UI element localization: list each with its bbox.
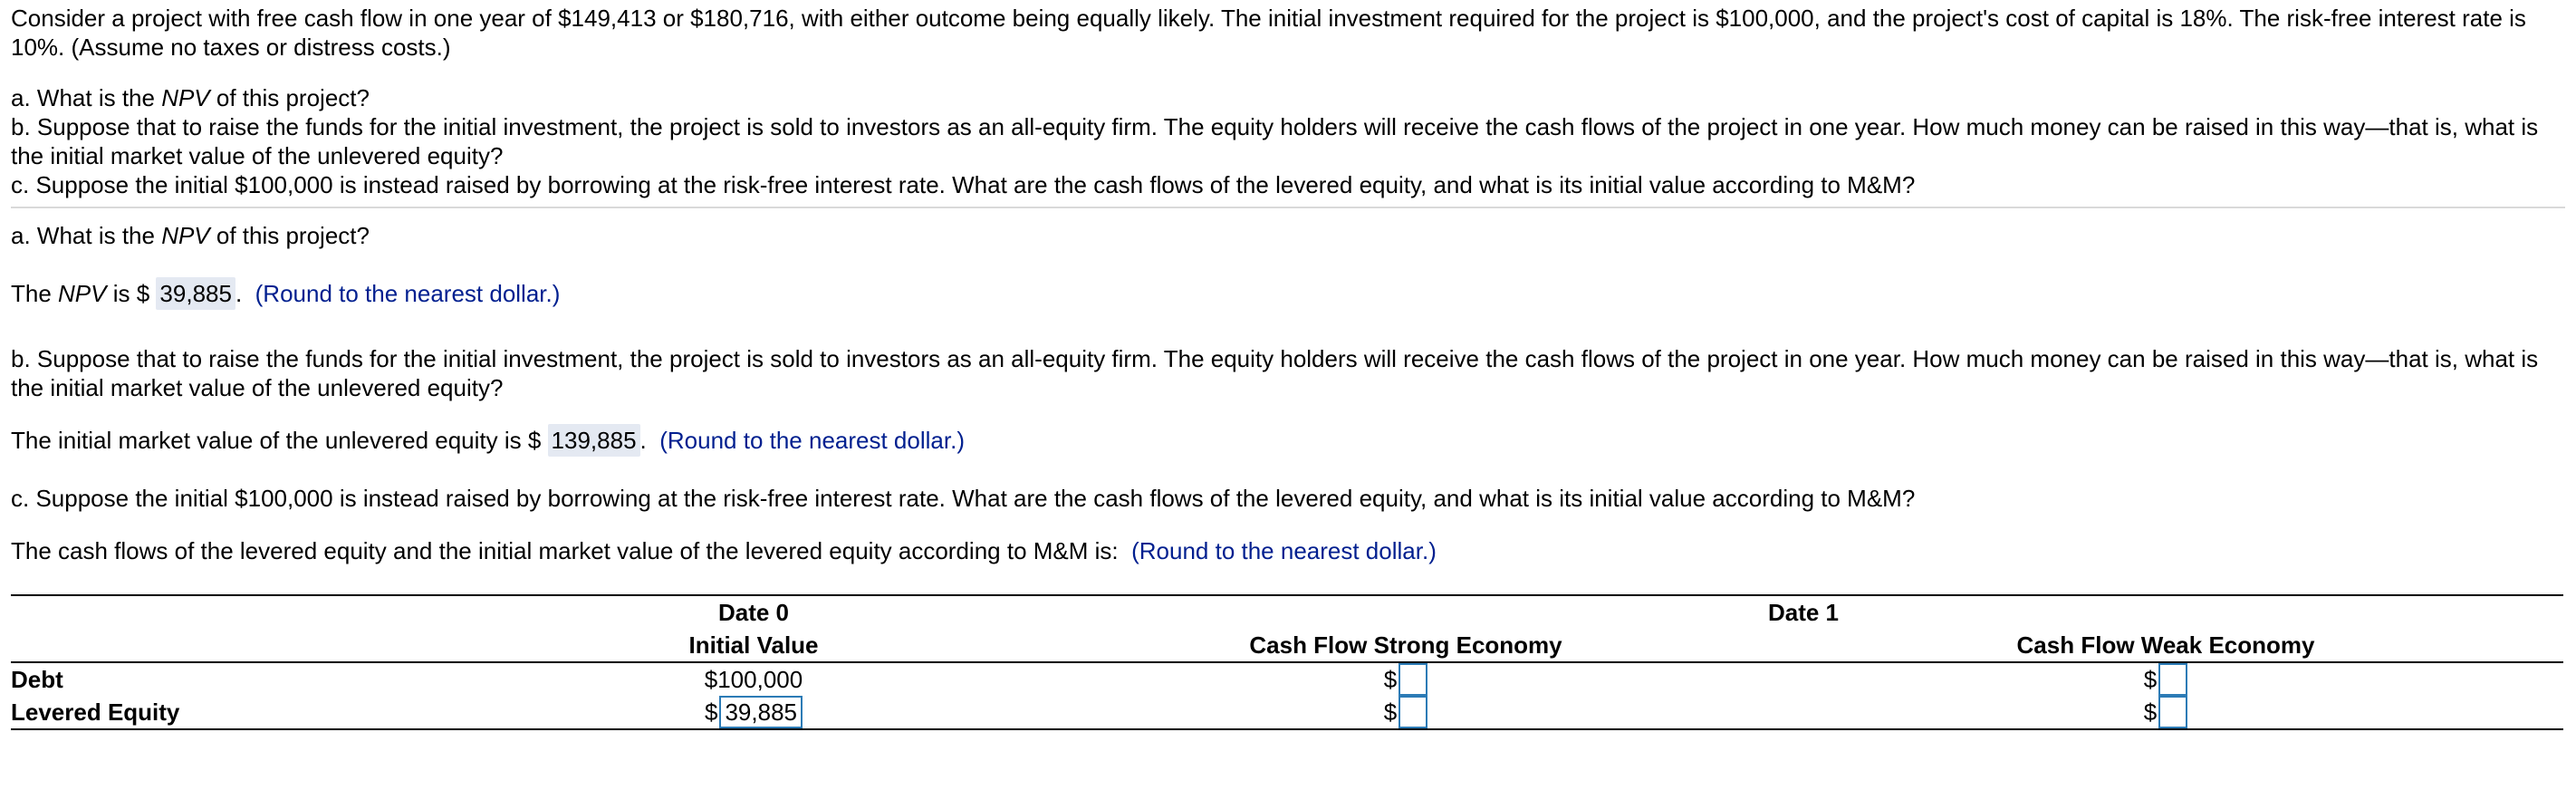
table-row-debt [11, 662, 2563, 696]
problem-line-2: 10%. (Assume no taxes or distress costs.) [11, 34, 451, 61]
currency-symbol: $ [705, 698, 718, 726]
currency-symbol: $ [1383, 698, 1398, 726]
question-list [11, 83, 2565, 199]
table-header-row-2 [11, 629, 2563, 662]
question-c: c. Suppose the initial $100,000 is instead raised by borrowing at the risk-free interest rate. What are the cash flows of the levered equity, and what is its initial value according to M&M? [11, 171, 1916, 198]
rounding-hint: (Round to the nearest dollar.) [255, 280, 561, 307]
part-b-answer: The initial market value of the unlevered equity is $ 139,885 . (Round to the nearest dollar.) [11, 426, 2565, 455]
header-weak-economy: Cash Flow Weak Economy [1768, 629, 2563, 662]
currency-symbol: $ [2143, 698, 2158, 726]
debt-strong-input[interactable] [1399, 663, 1427, 696]
part-c-answer: The cash flows of the levered equity and the initial market value of the levered equity according to M&M is: (Round to the nearest dollar.) [11, 537, 1437, 564]
levered-equity-strong-input[interactable] [1399, 696, 1427, 728]
question-b-line-2: the initial market value of the unlevered equity? [11, 142, 504, 169]
rounding-hint: (Round to the nearest dollar.) [1131, 537, 1437, 564]
levered-equity-initial-input[interactable]: 39,885 [719, 696, 803, 728]
part-c-title: c. Suppose the initial $100,000 is instead raised by borrowing at the risk-free interest rate. What are the cash flows of the levered equity, and what is its initial value according to M&M? [11, 485, 1916, 512]
section-divider [11, 207, 2565, 208]
table-header-row-1 [11, 596, 2563, 629]
cash-flow-table [11, 594, 2563, 730]
problem-line-1: Consider a project with free cash flow in one year of $149,413 or $180,716, with either outcome being equally likely. The initial investment required for the project is $100,000, and the project's cost of capital is 18%. The risk-free interest rate is [11, 5, 2526, 32]
debt-weak-input[interactable] [2158, 663, 2187, 696]
problem-page [11, 0, 2565, 726]
npv-answer-field[interactable]: 39,885 [156, 277, 235, 310]
row-label-debt: Debt [11, 665, 63, 693]
currency-symbol: $ [1383, 665, 1398, 693]
row-label-levered-equity: Levered Equity [11, 696, 464, 729]
part-a-title: a. What is the NPV of this project? [11, 222, 370, 249]
unlevered-equity-answer-field[interactable]: 139,885 [548, 424, 640, 457]
question-b-line-1: b. Suppose that to raise the funds for the initial investment, the project is sold to investors as an all-equity firm. The equity holders will receive the cash flows of the project in one year. How much money can be raised in this way—that is, what is [11, 113, 2539, 140]
header-initial-value: Initial Value [464, 629, 1043, 662]
levered-equity-weak-input[interactable] [2158, 696, 2187, 728]
header-strong-economy: Cash Flow Strong Economy [1043, 629, 1768, 662]
debt-initial-value: $100,000 [704, 665, 803, 693]
currency-symbol: $ [2143, 665, 2158, 693]
problem-statement [11, 0, 2565, 62]
header-date-0: Date 0 [717, 598, 790, 626]
header-date-1: Date 1 [1767, 598, 1840, 626]
table-row-levered-equity [11, 696, 2563, 729]
rounding-hint: (Round to the nearest dollar.) [659, 427, 965, 454]
part-a-answer: The NPV is $ 39,885 . (Round to the nearest dollar.) [11, 279, 2565, 308]
question-a: a. What is the NPV of this project? [11, 84, 370, 111]
part-b-title: b. Suppose that to raise the funds for the initial investment, the project is sold to investors as an all-equity firm. The equity holders will receive the cash flows of the project in one year. How much money can be raised in this way—that is, what is the initial market value of the unlevered equity? [11, 345, 2539, 401]
